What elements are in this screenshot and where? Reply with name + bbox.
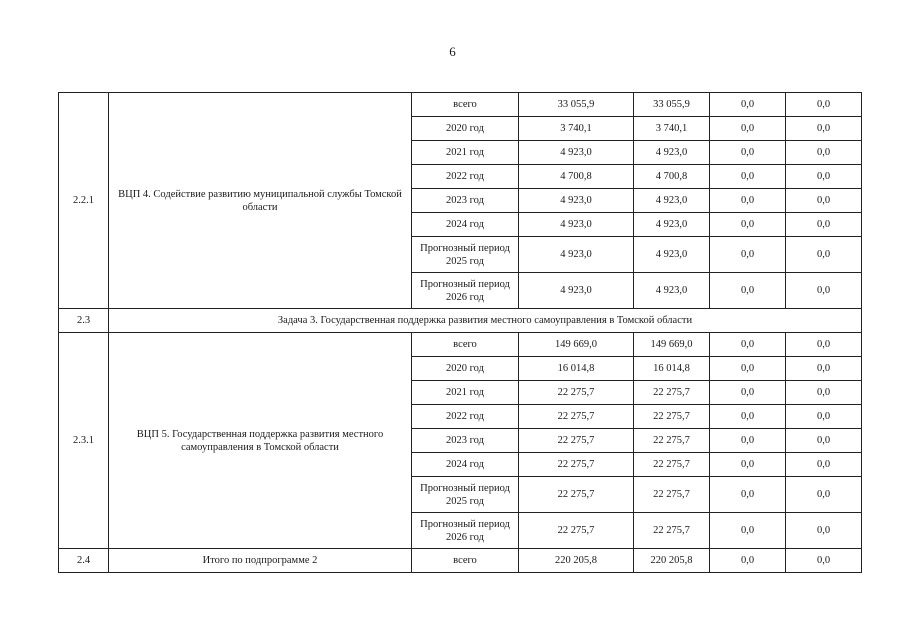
table-row xyxy=(59,333,862,357)
amount-cell: 4 923,0 xyxy=(519,237,634,273)
amount-cell: 22 275,7 xyxy=(634,477,710,513)
period-cell: 2022 год xyxy=(412,405,519,429)
amount-cell: 0,0 xyxy=(786,513,862,549)
amount-cell: 22 275,7 xyxy=(634,513,710,549)
program-name: ВЦП 4. Содействие развитию муниципальной службы Томской области xyxy=(109,93,412,309)
period-cell: Прогнозный период 2025 год xyxy=(412,237,519,273)
amount-cell: 4 923,0 xyxy=(634,237,710,273)
period-cell: 2023 год xyxy=(412,429,519,453)
amount-cell: 0,0 xyxy=(710,513,786,549)
amount-cell: 0,0 xyxy=(710,453,786,477)
amount-cell: 220 205,8 xyxy=(634,549,710,573)
period-cell: 2022 год xyxy=(412,165,519,189)
amount-cell: 0,0 xyxy=(710,381,786,405)
period-cell: всего xyxy=(412,549,519,573)
amount-cell: 0,0 xyxy=(786,405,862,429)
amount-cell: 0,0 xyxy=(786,429,862,453)
row-code: 2.2.1 xyxy=(59,93,109,309)
budget-table xyxy=(58,92,862,573)
amount-cell: 0,0 xyxy=(786,549,862,573)
amount-cell: 0,0 xyxy=(786,453,862,477)
program-name: Итого по подпрограмме 2 xyxy=(109,549,412,573)
amount-cell: 22 275,7 xyxy=(634,429,710,453)
amount-cell: 0,0 xyxy=(710,273,786,309)
period-cell: 2024 год xyxy=(412,453,519,477)
amount-cell: 149 669,0 xyxy=(634,333,710,357)
amount-cell: 4 923,0 xyxy=(634,141,710,165)
amount-cell: 33 055,9 xyxy=(634,93,710,117)
amount-cell: 4 700,8 xyxy=(634,165,710,189)
period-cell: Прогнозный период 2026 год xyxy=(412,273,519,309)
amount-cell: 22 275,7 xyxy=(634,453,710,477)
amount-cell: 0,0 xyxy=(786,141,862,165)
amount-cell: 0,0 xyxy=(710,429,786,453)
amount-cell: 22 275,7 xyxy=(634,381,710,405)
amount-cell: 22 275,7 xyxy=(519,405,634,429)
amount-cell: 0,0 xyxy=(710,333,786,357)
amount-cell: 0,0 xyxy=(786,357,862,381)
amount-cell: 4 923,0 xyxy=(519,273,634,309)
amount-cell: 0,0 xyxy=(786,333,862,357)
period-cell: 2023 год xyxy=(412,189,519,213)
amount-cell: 0,0 xyxy=(786,213,862,237)
amount-cell: 0,0 xyxy=(710,117,786,141)
amount-cell: 0,0 xyxy=(710,141,786,165)
period-cell: 2020 год xyxy=(412,117,519,141)
period-cell: 2024 год xyxy=(412,213,519,237)
amount-cell: 22 275,7 xyxy=(519,513,634,549)
amount-cell: 16 014,8 xyxy=(634,357,710,381)
amount-cell: 4 923,0 xyxy=(634,213,710,237)
amount-cell: 4 700,8 xyxy=(519,165,634,189)
amount-cell: 0,0 xyxy=(786,477,862,513)
amount-cell: 4 923,0 xyxy=(634,189,710,213)
period-cell: 2021 год xyxy=(412,141,519,165)
row-code: 2.3.1 xyxy=(59,333,109,549)
amount-cell: 0,0 xyxy=(786,381,862,405)
period-cell: всего xyxy=(412,333,519,357)
amount-cell: 0,0 xyxy=(710,213,786,237)
amount-cell: 22 275,7 xyxy=(519,477,634,513)
amount-cell: 0,0 xyxy=(786,273,862,309)
amount-cell: 22 275,7 xyxy=(519,429,634,453)
amount-cell: 33 055,9 xyxy=(519,93,634,117)
row-code: 2.3 xyxy=(59,309,109,333)
amount-cell: 0,0 xyxy=(710,549,786,573)
program-name: ВЦП 5. Государственная поддержка развития местного самоуправления в Томской области xyxy=(109,333,412,549)
period-cell: Прогнозный период 2025 год xyxy=(412,477,519,513)
amount-cell: 16 014,8 xyxy=(519,357,634,381)
amount-cell: 22 275,7 xyxy=(519,381,634,405)
amount-cell: 0,0 xyxy=(710,405,786,429)
amount-cell: 4 923,0 xyxy=(519,141,634,165)
amount-cell: 0,0 xyxy=(710,237,786,273)
amount-cell: 3 740,1 xyxy=(634,117,710,141)
amount-cell: 0,0 xyxy=(710,477,786,513)
section-title: Задача 3. Государственная поддержка развития местного самоуправления в Томской области xyxy=(109,309,862,333)
table-row xyxy=(59,93,862,117)
amount-cell: 22 275,7 xyxy=(519,453,634,477)
amount-cell: 22 275,7 xyxy=(634,405,710,429)
amount-cell: 4 923,0 xyxy=(519,189,634,213)
amount-cell: 0,0 xyxy=(786,117,862,141)
amount-cell: 4 923,0 xyxy=(634,273,710,309)
table-body xyxy=(59,93,862,573)
amount-cell: 3 740,1 xyxy=(519,117,634,141)
amount-cell: 4 923,0 xyxy=(519,213,634,237)
amount-cell: 0,0 xyxy=(786,237,862,273)
amount-cell: 0,0 xyxy=(710,189,786,213)
amount-cell: 149 669,0 xyxy=(519,333,634,357)
period-cell: Прогнозный период 2026 год xyxy=(412,513,519,549)
amount-cell: 0,0 xyxy=(786,93,862,117)
amount-cell: 0,0 xyxy=(710,165,786,189)
page-number: 6 xyxy=(449,44,456,59)
amount-cell: 220 205,8 xyxy=(519,549,634,573)
amount-cell: 0,0 xyxy=(710,357,786,381)
row-code: 2.4 xyxy=(59,549,109,573)
table-row xyxy=(59,549,862,573)
amount-cell: 0,0 xyxy=(786,165,862,189)
period-cell: всего xyxy=(412,93,519,117)
amount-cell: 0,0 xyxy=(710,93,786,117)
period-cell: 2020 год xyxy=(412,357,519,381)
period-cell: 2021 год xyxy=(412,381,519,405)
amount-cell: 0,0 xyxy=(786,189,862,213)
section-row xyxy=(59,309,862,333)
